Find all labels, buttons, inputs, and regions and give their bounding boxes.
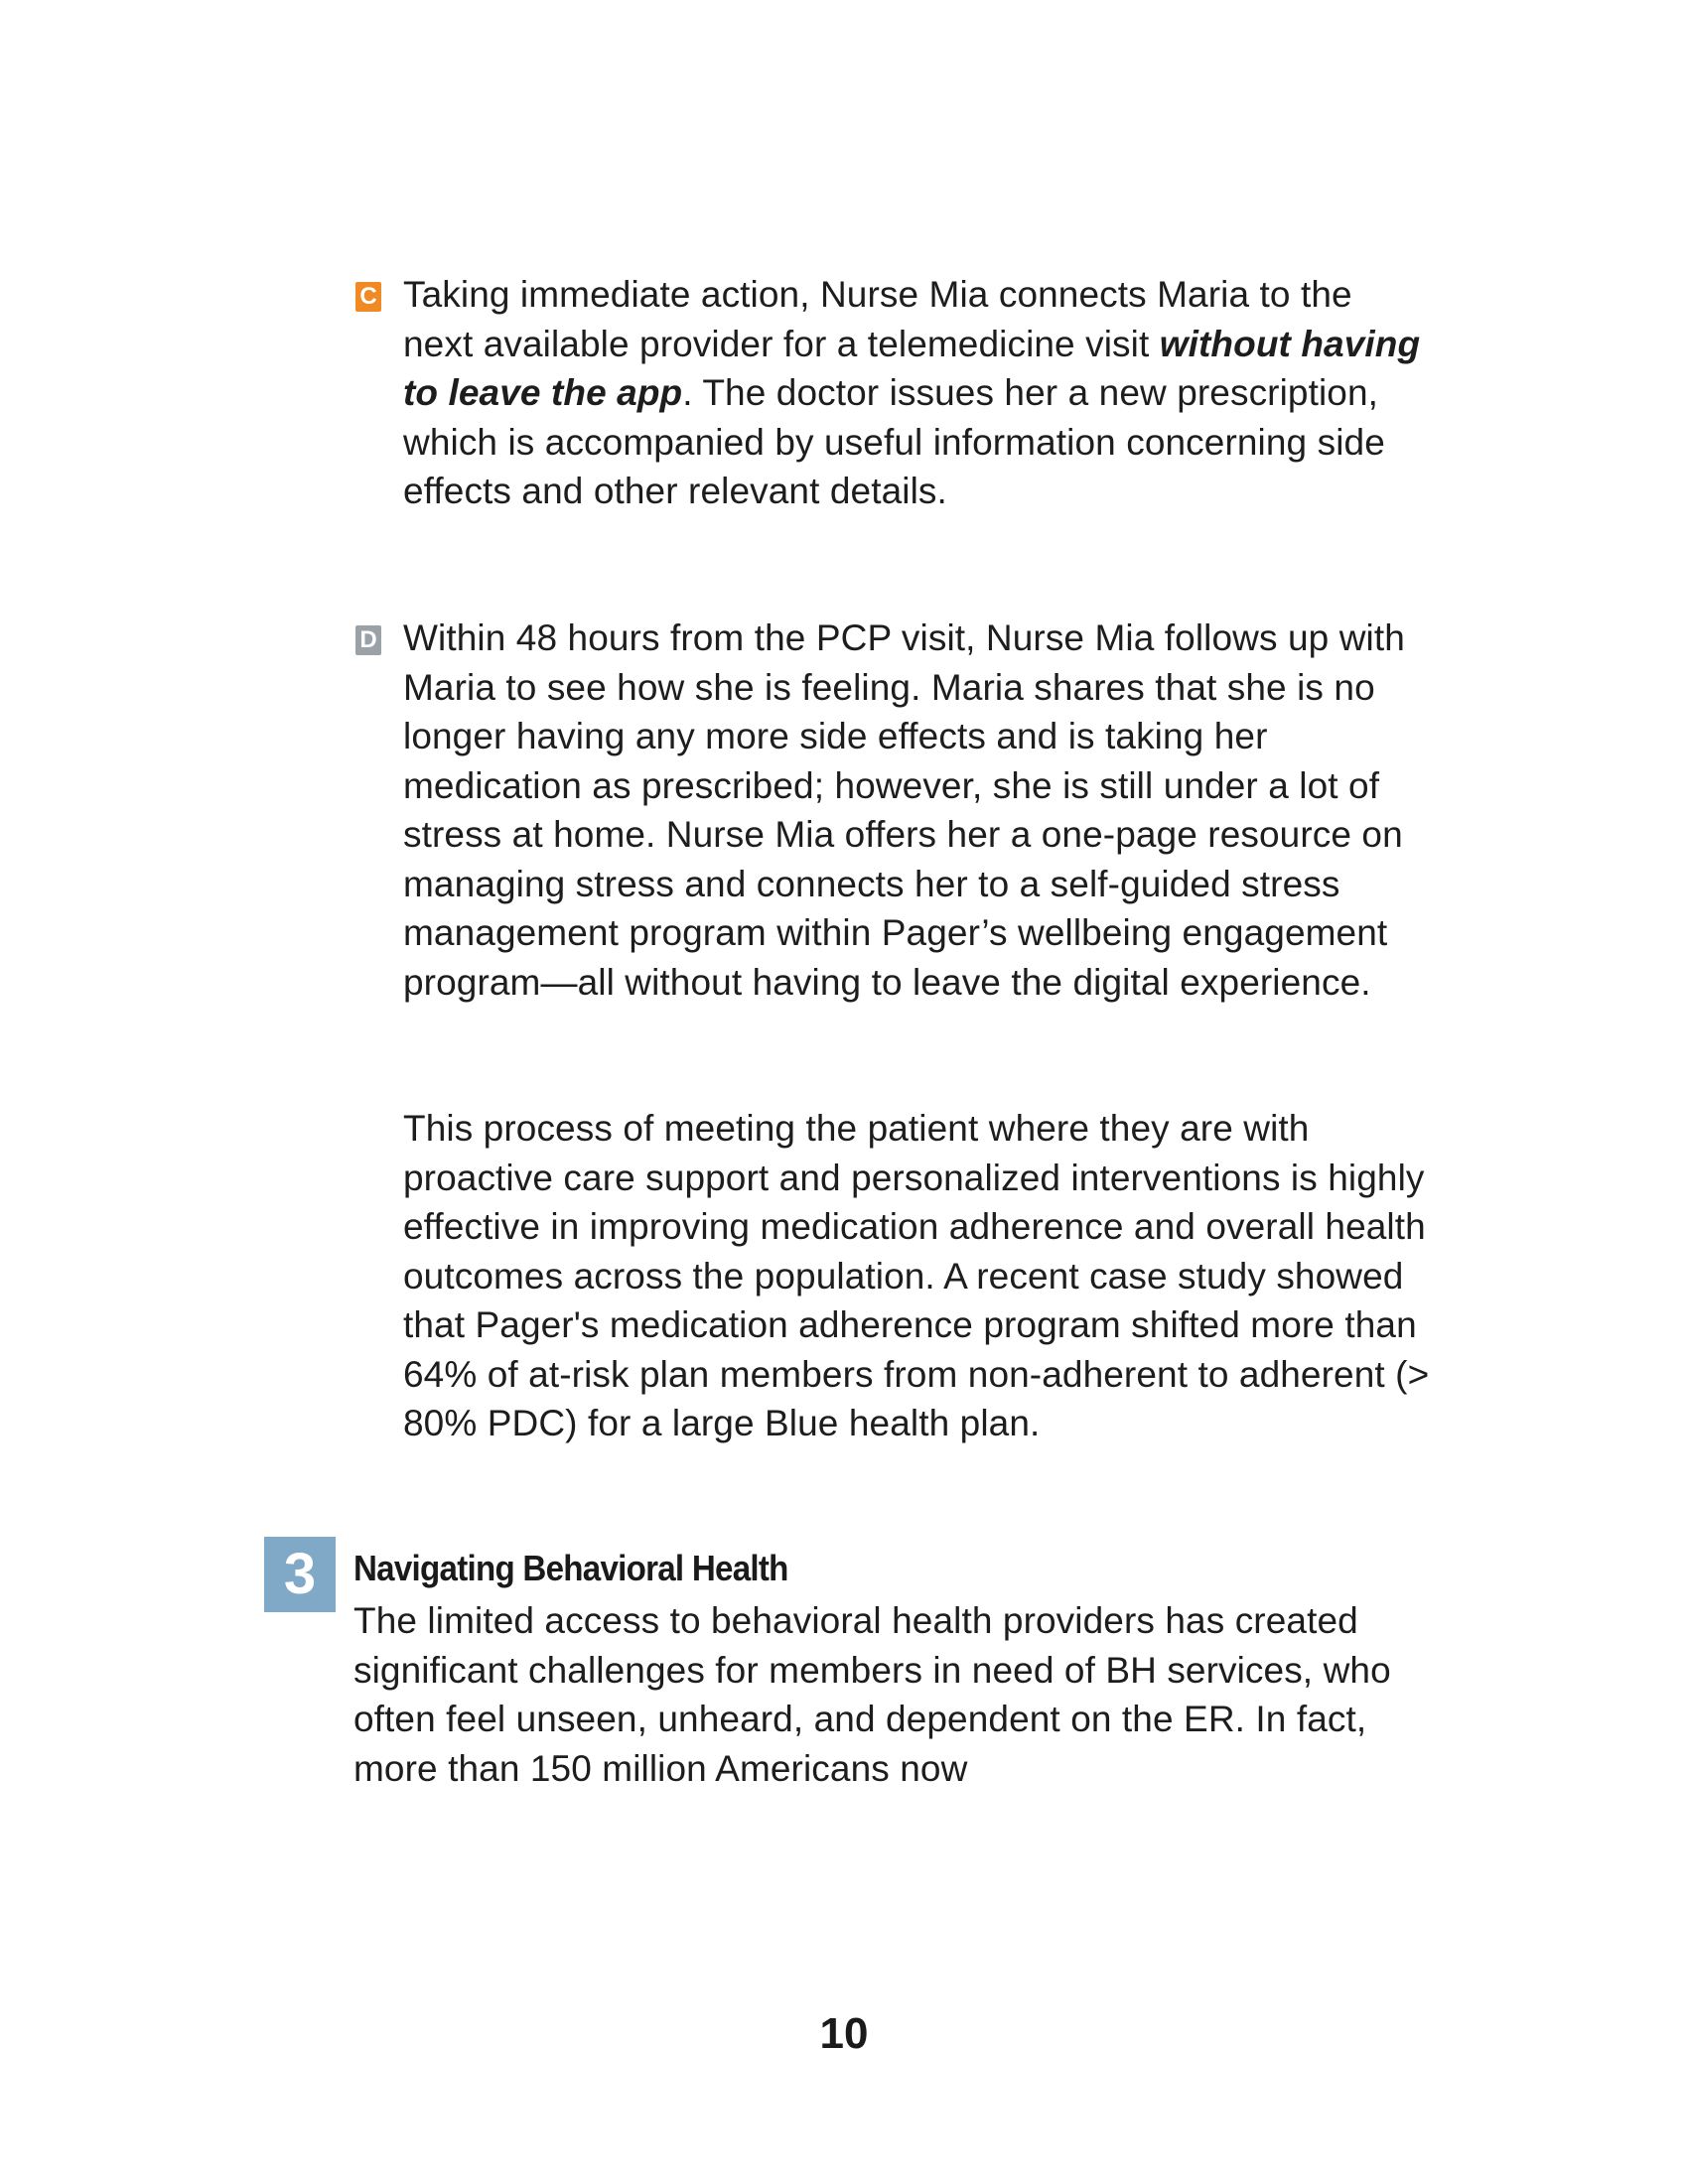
step-c-text-after: . The doctor issues her a new prescription, which is accompanied by useful information concerning side effects and other relevant details. bbox=[403, 372, 1385, 511]
step-c-text bbox=[403, 270, 1428, 516]
step-c-emphasis: without having to leave the app bbox=[403, 323, 1421, 413]
step-d bbox=[355, 614, 1428, 1007]
section-body: The limited access to behavioral health providers has created significant challenges for members in need of BH services, who often feel unseen, unheard, and dependent on the ER. In fact, more than 150 million Americans now bbox=[353, 1600, 1391, 1789]
step-c-marker: C bbox=[355, 282, 381, 312]
step-d-marker: D bbox=[355, 625, 381, 655]
step-c bbox=[355, 270, 1428, 516]
step-c-text-before: Taking immediate action, Nurse Mia connects Maria to the next available provider for a telemedicine visit bbox=[403, 274, 1352, 364]
step-d-text: Within 48 hours from the PCP visit, Nurse Mia follows up with Maria to see how she is feeling. Maria shares that she is no longer having any more side effects and is taking her medication as prescribed; however, she is still under a lot of stress at home. Nurse Mia offers her a one-page resource on managing stress and connects her to a self-guided stress management program within Pager’s wellbeing engagement program—all without having to leave the digital experience. bbox=[403, 617, 1405, 1003]
summary-paragraph-block bbox=[403, 1104, 1436, 1448]
page-number: 10 bbox=[819, 2009, 869, 2058]
section-number-badge: 3 bbox=[264, 1537, 336, 1612]
section-heading: Navigating Behavioral Health bbox=[353, 1548, 788, 1588]
summary-paragraph: This process of meeting the patient where they are with proactive care support and personalized interventions is highly effective in improving medication adherence and overall health outcomes across the population. A recent case study showed that Pager's medication adherence program shifted more than 64% of at-risk plan members from non-adherent to adherent (> 80% PDC) for a large Blue health plan. bbox=[403, 1108, 1430, 1443]
